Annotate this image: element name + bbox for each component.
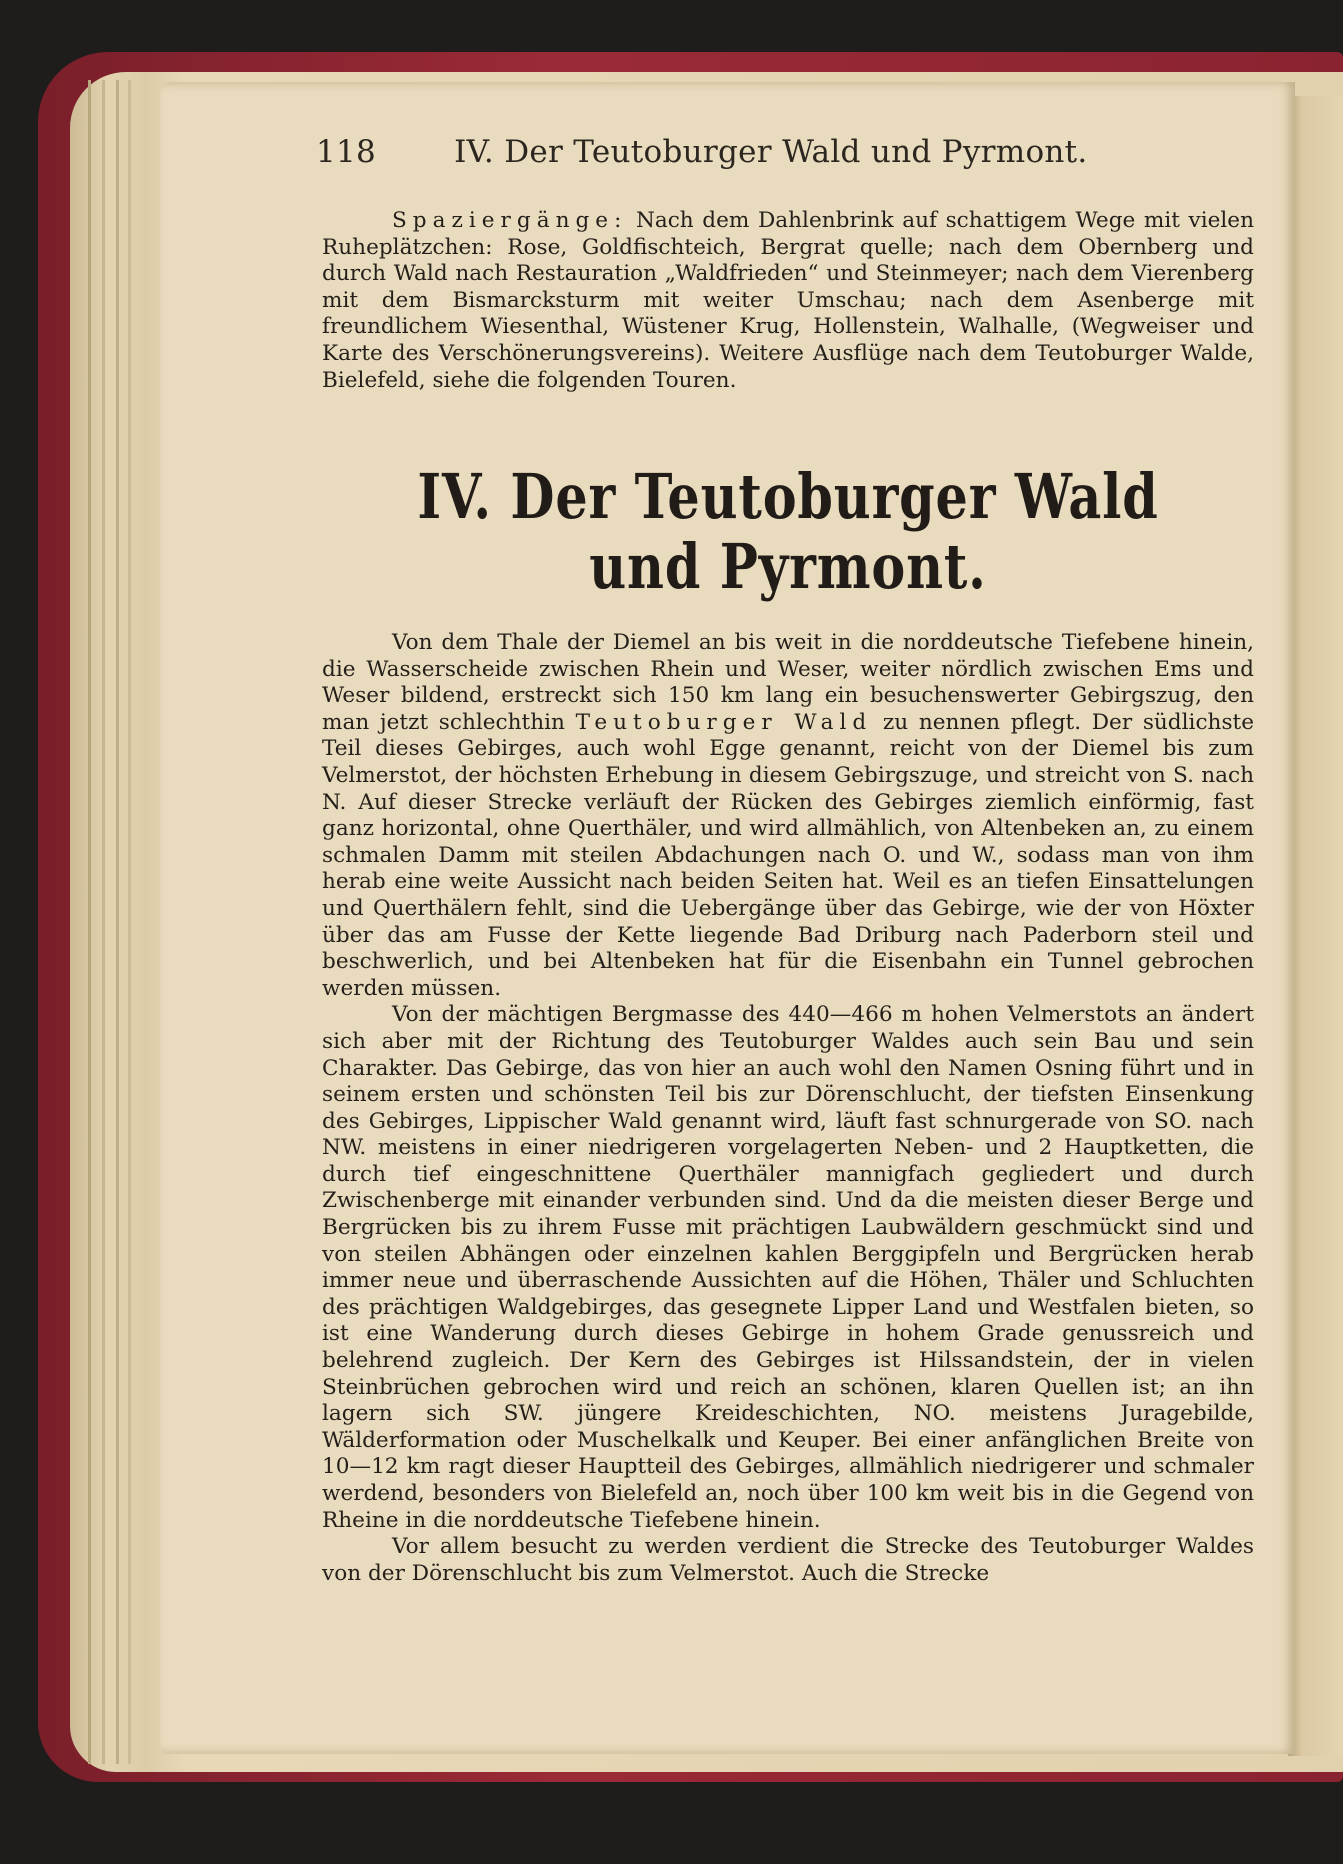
paragraph-1-part-a: Von dem Thale der Diemel an bis weit in die norddeutsche Tiefebene hinein, die Wasserscheide zwischen Rhein und Weser, weiter nördlich zwischen Ems und Weser bildend, erstreckt sich 150 km lang ein besuchenswerter Gebirgszug, den man jetzt schlechthin [322, 630, 1254, 735]
chapter-body [322, 630, 1254, 1587]
page-number: 118 [316, 134, 377, 170]
paragraph-2: Von der mächtigen Bergmasse des 440—466 m hohen Velmerstots an ändert sich aber mit der Richtung des Teutoburger Waldes auch sein Bau und sein Charakter. Das Gebirge, das von hier an auch wohl den Namen Osning führt und in seinem ersten und schönsten Teil bis zur Dörenschlucht, der tiefsten Einsenkung des Gebirges, Lippischer Wald genannt wird, läuft fast schnurgerade von SO. nach NW. meistens in einer niedrigeren vorgelagerten Neben- und 2 Hauptketten, die durch tief eingeschnittene Querthäler mannigfach gegliedert und durch Zwischenberge mit einander verbunden sind. Und da die meisten dieser Berge und Bergrücken bis zu ihrem Fusse mit prächtigen Laubwäldern geschmückt sind und von steilen Abhängen oder einzelnen kahlen Berggipfeln und Bergrücken herab immer neue und überraschende Aussichten auf die Höhen, Thäler und Schluchten des prächtigen Waldgebirges, das gesegnete Lipper Land und Westfalen bieten, so ist eine Wanderung durch dieses Gebirge in hohem Grade genussreich und belehrend zugleich. Der Kern des Gebirges ist Hilssandstein, der in vielen Steinbrüchen gebrochen wird und reich an schönen, klaren Quellen ist; an ihn lagern sich SW. jüngere Kreideschichten, NO. meistens Juragebilde, Wälderformation oder Muschelkalk und Keuper. Bei einer anfänglichen Breite von 10—12 km ragt dieser Hauptteil des Gebirges, allmählich niedrigerer und schmaler werdend, besonders von Bielefeld an, noch über 100 km weit bis in die Gegend von Rheine in die norddeutsche Tiefebene hinein. [322, 1002, 1254, 1533]
running-title: IV. Der Teutoburger Wald und Pyrmont. [454, 134, 1088, 170]
chapter-heading-line2: und Pyrmont. [589, 530, 987, 603]
chapter-heading [406, 462, 1170, 602]
intro-text: Nach dem Dahlenbrink auf schattigem Wege mit vielen Ruheplätzchen: Rose, Goldfischteich, Bergrat quelle; nach dem Obernberg und durch Wald nach Restauration „Waldfrieden“ und Steinmeyer; nach dem Vierenberg mit dem Bismarcksturm mit weiter Umschau; nach dem Asenberge mit freundlichem Wiesenthal, Wüstener Krug, Hollenstein, Walhalle, (Wegweiser und Karte des Verschönerungsvereins). Weitere Ausflüge nach dem Teutoburger Walde, Bielefeld, siehe die folgenden Touren. [322, 208, 1254, 393]
paragraph-1-part-b: zu nennen pflegt. Der südlichste Teil dieses Gebirges, auch wohl Egge genannt, reicht von der Diemel bis zum Velmerstot, der höchsten Erhebung in diesem Gebirgszuge, und streicht von S. nach N. Auf dieser Strecke verläuft der Rücken des Gebirges ziemlich einförmig, fast ganz horizontal, ohne Querthäler, und wird allmählich, von Altenbeken an, zu einem schmalen Damm mit steilen Abdachungen nach O. und W., sodass man von ihm herab eine weite Aussicht nach beiden Seiten hat. Weil es an tiefen Einsattelungen und Querthälern fehlt, sind die Uebergänge über das Gebirge, wie der von Höxter über das am Fusse der Kette liegende Bad Driburg nach Paderborn steil und beschwerlich, und bei Altenbeken hat für die Eisenbahn ein Tunnel gebrochen werden müssen. [322, 709, 1254, 1001]
intro-paragraph [322, 208, 1254, 394]
page-gutter [1288, 96, 1343, 1756]
paragraph-1-spaced-term: Teutoburger Wald [575, 709, 873, 735]
running-head [316, 134, 1256, 170]
chapter-heading-line1: IV. Der Teutoburger Wald [417, 460, 1159, 533]
intro-lead: Spaziergänge: [392, 208, 628, 233]
paragraph-1 [322, 630, 1254, 1002]
paragraph-3: Vor allem besucht zu werden verdient die Strecke des Teutoburger Waldes von der Dörenschlucht bis zum Velmerstot. Auch die Strecke [322, 1534, 1254, 1586]
